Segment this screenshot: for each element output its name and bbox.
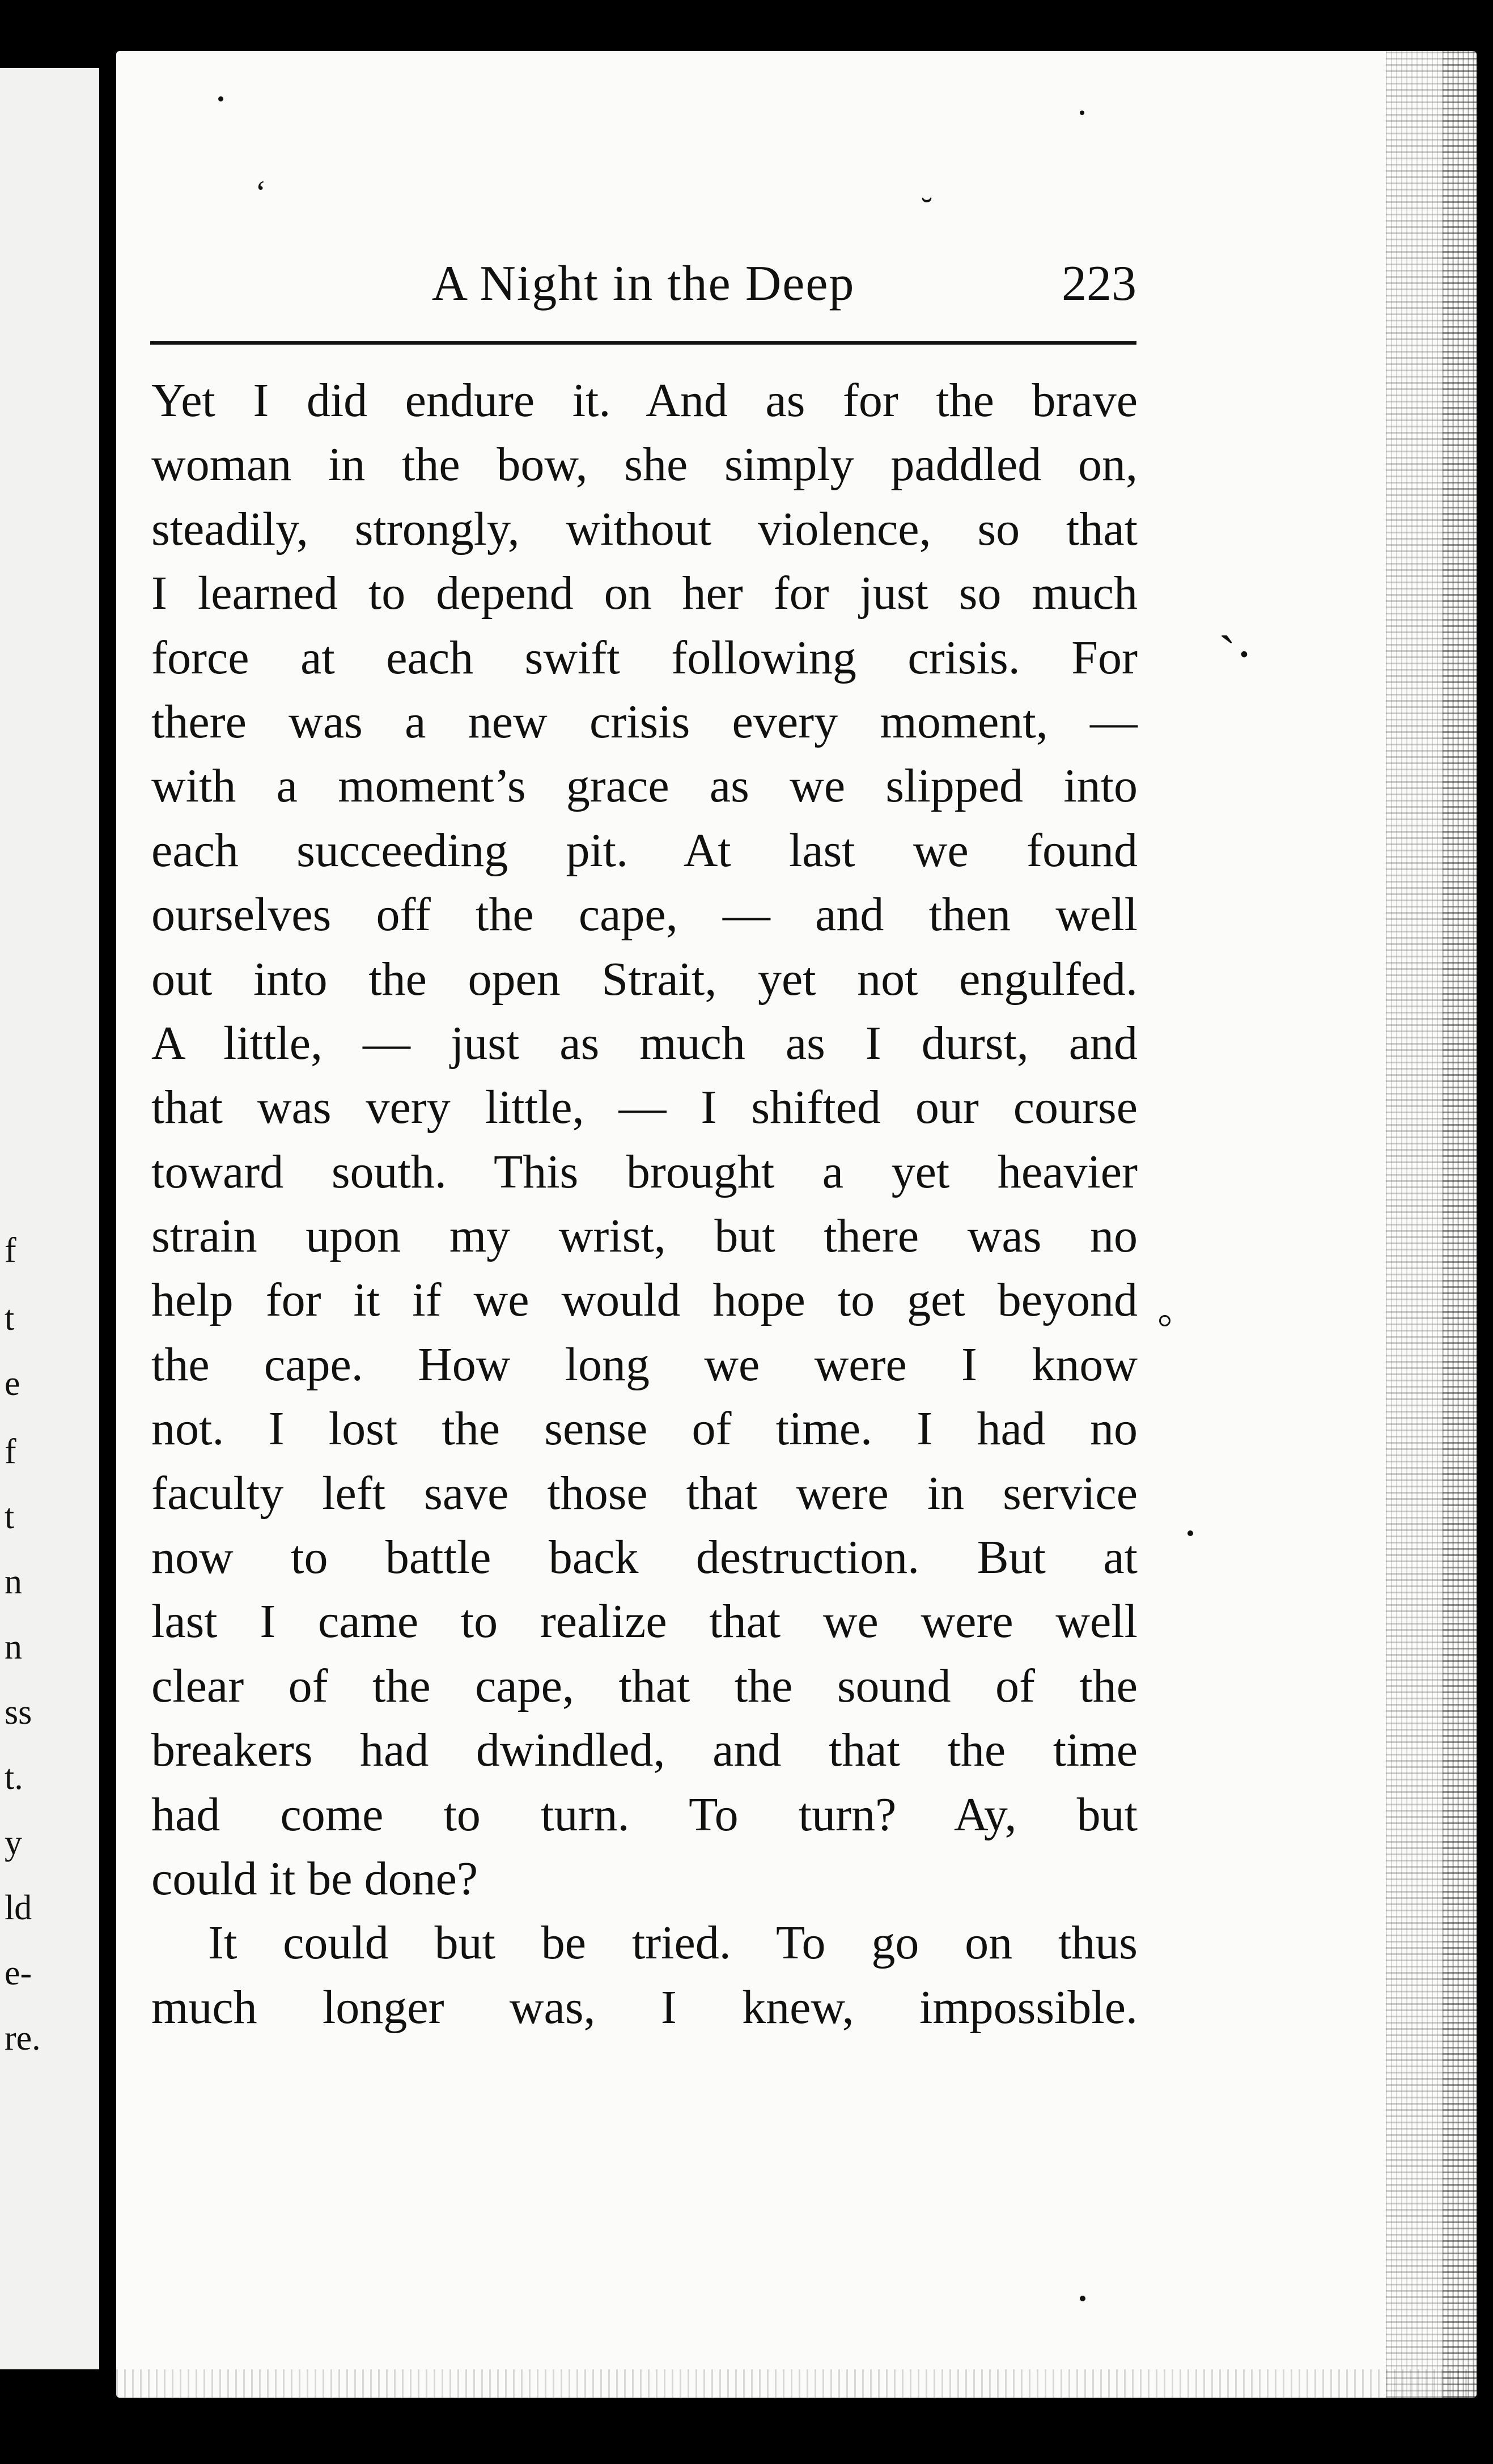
ink-speck [1159,1315,1170,1326]
text-line: now to battle back destruction. But at [151,1531,1138,1584]
text-line: woman in the bow, she simply paddled on, [151,438,1138,491]
text-line: Yet I did endure it. And as for the brave [151,374,1138,427]
text-line: could it be done? [151,1852,478,1905]
margin-fragment: f [5,1432,16,1471]
adjacent-page-strip [0,68,99,2369]
margin-fragment: re. [5,2019,41,2058]
text-line: each succeeding pit. At last we found [151,824,1138,877]
page-bottom-texture [116,2369,1477,2398]
ink-mark: ʻ [255,174,266,211]
ink-speck [1080,111,1084,115]
margin-fragment: e [5,1364,20,1403]
ink-mark: ˋ· [1219,626,1253,682]
body-text [151,368,1138,2039]
text-line: last I came to realize that we were well [151,1595,1138,1648]
margin-fragment: t [5,1498,15,1536]
book-page [116,51,1477,2398]
margin-fragment: ss [5,1693,32,1732]
running-head [150,255,1136,317]
margin-fragment: n [5,1563,22,1601]
margin-fragment: e- [5,1954,32,1992]
ink-speck [218,96,223,101]
text-line: with a moment’s grace as we slipped into [151,760,1138,813]
margin-fragment: t [5,1299,15,1338]
margin-fragment: ld [5,1889,32,1927]
running-title: A Night in the Deep [431,256,855,311]
text-line: A little, — just as much as I durst, and [151,1016,1138,1070]
ink-mark: ˘ [921,191,932,228]
text-line: help for it if we would hope to get beyond [151,1274,1138,1327]
text-line: that was very little, — I shifted our course [151,1081,1138,1134]
ink-speck [1187,1530,1193,1536]
text-line: there was a new crisis every moment, — [151,695,1138,748]
ink-speck [1080,2296,1085,2301]
text-line: force at each swift following crisis. For [151,631,1138,684]
margin-fragment: y [5,1823,22,1862]
text-line: much longer was, I knew, impossible. [151,1980,1138,2034]
text-line: clear of the cape, that the sound of the [151,1659,1138,1712]
text-line: not. I lost the sense of time. I had no [151,1402,1138,1456]
text-line: steadily, strongly, without violence, so that [151,502,1138,555]
text-line: toward south. This brought a yet heavier [151,1145,1138,1198]
text-line: I learned to depend on her for just so much [151,567,1138,620]
text-line: ourselves off the cape, — and then well [151,888,1138,942]
text-line: breakers had dwindled, and that the time [151,1724,1138,1777]
text-line: out into the open Strait, yet not engulfed. [151,952,1138,1006]
text-line: the cape. How long we were I know [151,1338,1138,1391]
margin-fragment: f [5,1231,16,1270]
page-edge-texture-dark [1443,51,1477,2398]
paragraph-first-line: It could but be tried. To go on thus [208,1916,1138,1970]
header-rule [150,341,1136,345]
text-line: had come to turn. To turn? Ay, but [151,1788,1138,1841]
text-line: faculty left save those that were in service [151,1466,1138,1520]
page-number: 223 [1062,256,1136,311]
margin-fragment: t. [5,1758,23,1797]
margin-fragment: n [5,1628,22,1666]
text-line: strain upon my wrist, but there was no [151,1210,1138,1263]
